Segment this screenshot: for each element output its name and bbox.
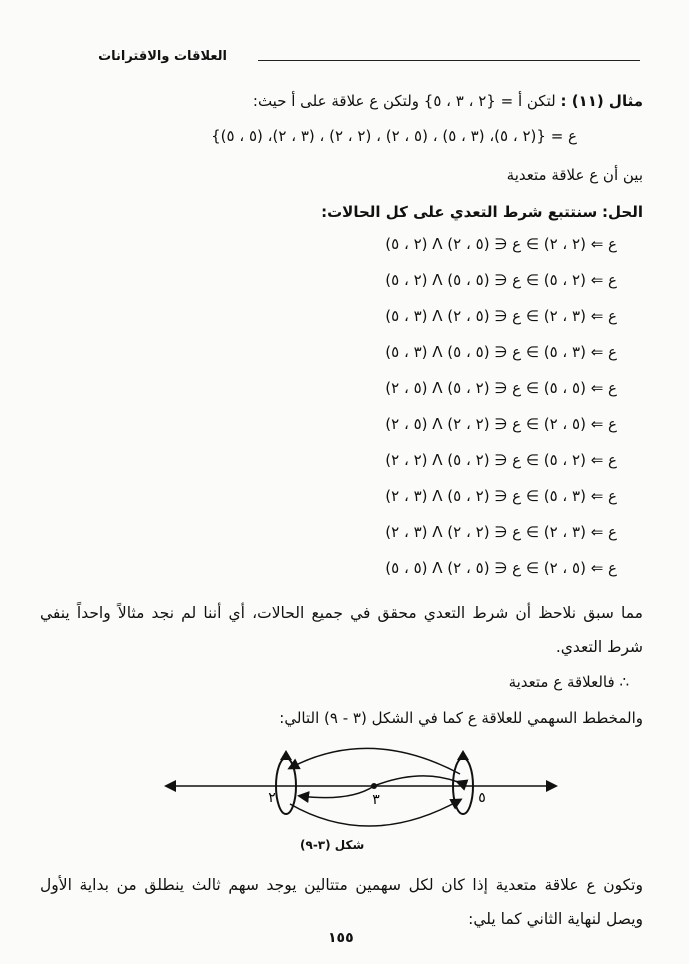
point-2-label: ٢ bbox=[268, 790, 276, 806]
transitivity-cases bbox=[357, 232, 617, 592]
example-label: مثال (١١) : bbox=[560, 92, 643, 110]
therefore-line bbox=[509, 673, 629, 691]
arrow-diagram bbox=[160, 738, 560, 838]
case-line: (٣ ، ٥) Λ (٥ ، ٢) ∋ ع ⇐ (٣ ، ٢) ∋ ع bbox=[385, 307, 617, 325]
case-line: (٥ ، ٢) Λ (٢ ، ٥) ∋ ع ⇐ (٥ ، ٥) ∋ ع bbox=[385, 379, 617, 397]
axis-left-arrow-icon bbox=[164, 780, 176, 792]
running-header-title: العلاقات والاقترانات bbox=[98, 49, 227, 64]
case-line: (٥ ، ٢) Λ (٢ ، ٢) ∋ ع ⇐ (٥ ، ٢) ∋ ع bbox=[385, 415, 617, 433]
solution-intro: سنتتبع شرط التعدي على كل الحالات: bbox=[321, 203, 598, 221]
arrow-3-to-5 bbox=[374, 776, 458, 786]
case-line: (٢ ، ٥) Λ (٥ ، ٥) ∋ ع ⇐ (٢ ، ٥) ∋ ع bbox=[385, 271, 617, 289]
figure-caption: شكل (٣-٩) bbox=[300, 838, 365, 852]
arrow-3-to-2 bbox=[300, 786, 374, 798]
diagram-intro: والمخطط السهمي للعلاقة ع كما في الشكل (٣ - ٩) التالي: bbox=[279, 709, 643, 727]
loop-arrowhead-icon bbox=[457, 750, 469, 760]
case-line: (٣ ، ٢) Λ (٢ ، ٥) ∋ ع ⇐ (٣ ، ٥) ∋ ع bbox=[385, 487, 617, 505]
therefore-text: فالعلاقة ع متعدية bbox=[508, 673, 615, 691]
therefore-symbol: ∴ bbox=[619, 673, 629, 691]
closing-paragraph: وتكون ع علاقة متعدية إذا كان لكل سهمين متتالين يوجد سهم ثالث ينطلق من بداية الأول ويصل لنهاية الثاني كما يلي: bbox=[40, 876, 643, 928]
case-line: (٣ ، ٥) Λ (٥ ، ٥) ∋ ع ⇐ (٣ ، ٥) ∋ ع bbox=[385, 343, 617, 361]
case-line: (٢ ، ٥) Λ (٥ ، ٢) ∋ ع ⇐ (٢ ، ٢) ∋ ع bbox=[385, 235, 617, 253]
relation-definition: ع = {(٢ ، ٥)، (٣ ، ٥) ، (٥ ، ٢) ، (٢ ، ٢) ، (٣ ، ٢)، (٥ ، ٥)} bbox=[211, 127, 577, 145]
point-3-label: ٣ bbox=[372, 792, 380, 808]
example-task: بين أن ع علاقة متعدية bbox=[506, 166, 643, 184]
page-number: ١٥٥ bbox=[328, 930, 354, 946]
arrow-5-to-2 bbox=[290, 748, 460, 774]
axis-right-arrow-icon bbox=[546, 780, 558, 792]
case-line: (٥ ، ٥) Λ (٥ ، ٢) ∋ ع ⇐ (٥ ، ٢) ∋ ع bbox=[385, 559, 617, 577]
solution-heading bbox=[321, 203, 643, 221]
solution-label: الحل: bbox=[602, 203, 643, 221]
conclusion-paragraph: مما سبق نلاحظ أن شرط التعدي محقق في جميع الحالات، أي أننا لم نجد مثالاً واحداً ينفي شرط التعدي. bbox=[40, 604, 643, 656]
case-line: (٢ ، ٢) Λ (٢ ، ٥) ∋ ع ⇐ (٢ ، ٥) ∋ ع bbox=[385, 451, 617, 469]
example-heading bbox=[253, 92, 643, 110]
case-line: (٣ ، ٢) Λ (٢ ، ٢) ∋ ع ⇐ (٣ ، ٢) ∋ ع bbox=[385, 523, 617, 541]
example-statement: لتكن أ = {٢ ، ٣ ، ٥} ولتكن ع علاقة على أ حيث: bbox=[252, 92, 556, 110]
header-rule bbox=[258, 60, 640, 61]
loop-arrowhead-icon bbox=[280, 750, 292, 760]
point-5-label: ٥ bbox=[478, 790, 486, 806]
